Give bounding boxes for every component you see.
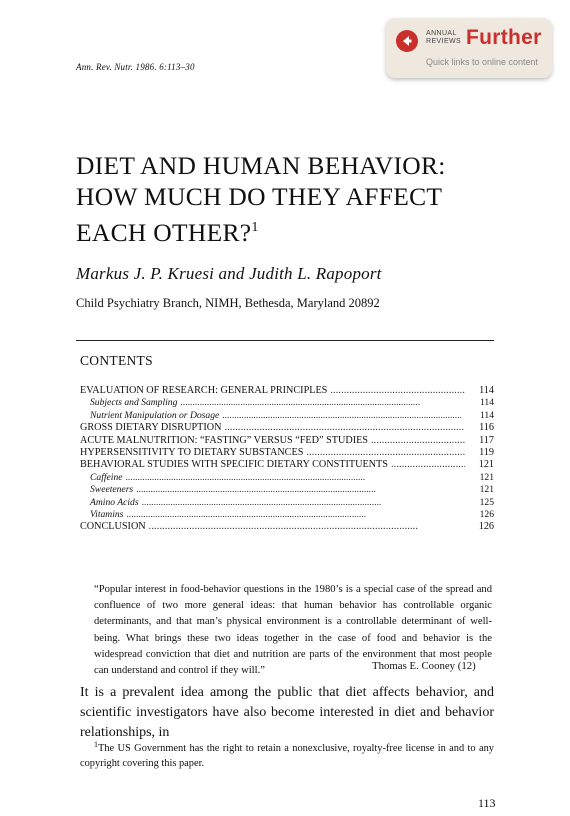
toc-entry-page: 114 (479, 385, 494, 396)
annual-reviews-label: ANNUAL REVIEWS (426, 30, 462, 45)
toc-entry-title: Subjects and Sampling (90, 397, 178, 409)
toc-entry[interactable] (80, 397, 494, 409)
toc-leader-dots (371, 435, 465, 447)
toc-entry-page: 114 (479, 409, 494, 421)
toc-entry[interactable] (80, 484, 494, 496)
toc-entry[interactable] (80, 472, 494, 484)
further-subtitle: Quick links to online content (426, 57, 539, 67)
toc-leader-dots (142, 497, 465, 509)
toc-entry-title: Caffeine (90, 471, 123, 483)
toc-entry-title: Amino Acids (90, 496, 139, 508)
toc-leader-dots (126, 509, 465, 521)
title-line: EACH OTHER?$^1$ (76, 218, 259, 247)
article-title (76, 150, 516, 248)
annual-reviews-further-badge[interactable] (386, 18, 552, 78)
toc-leader-dots (330, 385, 465, 397)
toc-leader-dots (391, 459, 465, 471)
toc-entry[interactable] (80, 497, 494, 509)
footnote (80, 738, 494, 772)
toc-leader-dots (136, 484, 465, 496)
toc-entry-title: GROSS DIETARY DISRUPTION (80, 422, 222, 434)
toc-entry-page: 126 (478, 521, 494, 533)
toc-leader-dots (180, 397, 465, 409)
toc-entry[interactable] (80, 509, 494, 521)
toc-entry[interactable] (80, 385, 494, 397)
toc-entry-title: HYPERSENSITIVITY TO DIETARY SUBSTANCES (80, 446, 304, 458)
further-title: Further (466, 26, 542, 49)
toc-entry-title: Vitamins (90, 508, 124, 520)
title-line: HOW MUCH DO THEY AFFECT (76, 182, 443, 211)
toc-entry-page: 126 (479, 508, 494, 520)
page-number: 113 (478, 796, 496, 810)
toc-entry-page: 114 (479, 397, 494, 409)
toc-entry-page: 125 (479, 496, 494, 508)
toc-entry-page: 117 (479, 434, 494, 446)
footnote-text: The US Government has the right to retain a nonexclusive, royalty-free license in and to any copyright covering this paper. (80, 743, 494, 769)
toc-entry[interactable] (80, 410, 494, 422)
affiliation: Child Psychiatry Branch, NIMH, Bethesda, Maryland 20892 (76, 296, 380, 310)
title-footnote-mark: 1 (251, 220, 259, 235)
contents-heading: CONTENTS (80, 353, 153, 368)
toc-entry-page: 119 (479, 446, 494, 458)
toc-entry[interactable] (80, 521, 494, 533)
toc-leader-dots (126, 472, 465, 484)
toc-entry-title: CONCLUSION (80, 521, 146, 533)
toc-leader-dots (306, 447, 465, 459)
toc-entry-page: 116 (479, 422, 494, 434)
toc-entry-title: EVALUATION OF RESEARCH: GENERAL PRINCIPLES (80, 385, 328, 396)
toc-entry-page: 121 (478, 459, 494, 471)
toc-entry-page: 121 (479, 471, 494, 483)
toc-entry[interactable] (80, 459, 494, 471)
body-paragraph: It is a prevalent idea among the public that diet affects behavior, and scientific investigators have also become interested in diet and behavior relationships, in (80, 685, 494, 740)
toc-entry-title: Sweeteners (90, 484, 134, 496)
epigraph-attribution: Thomas E. Cooney (12) (372, 660, 476, 672)
toc-leader-dots (149, 521, 465, 533)
toc-entry[interactable] (80, 435, 494, 447)
authors: Markus J. P. Kruesi and Judith L. Rapoport (76, 264, 382, 283)
toc-leader-dots (224, 422, 465, 434)
title-line: DIET AND HUMAN BEHAVIOR: (76, 151, 446, 180)
epigraph-quote: “Popular interest in food-behavior questions in the 1980’s is a special case of the spread and confluence of two more general ideas: that human behavior has controllable organic determinants, and that man’s physical environment is a controllable determinant of well-being. What brings these two ideas together in the case of food and behavior is the widespread conviction that diet and nutrition are parts of the environment that most people can understand and control if they will.” (94, 584, 492, 677)
footnote-mark: 1 (94, 740, 98, 749)
toc-entry-page: 121 (479, 484, 494, 496)
toc-entry[interactable] (80, 447, 494, 459)
toc-entry-title: Nutrient Manipulation or Dosage (90, 409, 220, 421)
toc-entry-title: BEHAVIORAL STUDIES WITH SPECIFIC DIETARY CONSTITUENTS (80, 459, 388, 471)
toc-entry-title: ACUTE MALNUTRITION: “FASTING” VERSUS “FED” STUDIES (80, 434, 368, 446)
divider (76, 340, 494, 341)
toc-leader-dots (222, 410, 465, 422)
table-of-contents (80, 385, 494, 534)
journal-reference: Ann. Rev. Nutr. 1986. 6:113–30 (76, 62, 195, 72)
toc-entry[interactable] (80, 422, 494, 434)
back-arrow-icon (396, 30, 418, 52)
